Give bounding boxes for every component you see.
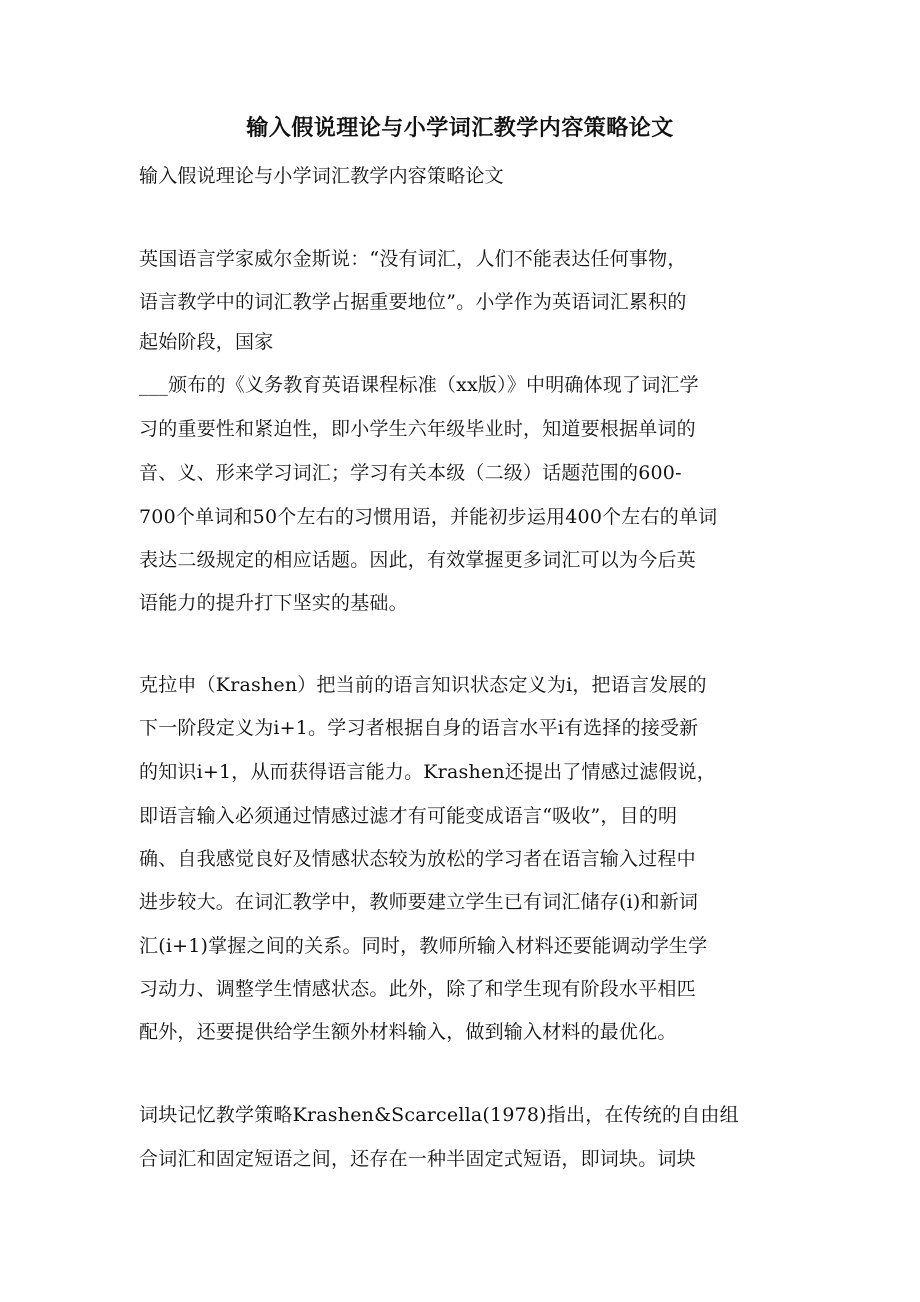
paragraph-2-line: 即语言输入必须通过情感过滤才有可能变成语言“吸收”，目的明 — [139, 805, 678, 827]
paragraph-2-line: 进步较大。在词汇教学中，教师要建立学生已有词汇储存(i)和新词 — [139, 891, 699, 913]
paragraph-1-line: ___颁布的《义务教育英语课程标准（xx版）》中明确体现了词汇学 — [139, 374, 699, 396]
paragraph-1-line: 音、义、形来学习词汇；学习有关本级（二级）话题范围的600- — [139, 462, 682, 484]
paragraph-1-line: 表达二级规定的相应话题。因此，有效掌握更多词汇可以为今后英 — [139, 549, 696, 571]
paragraph-1-line: 语言教学中的词汇教学占据重要地位”。小学作为英语词汇累积的 — [139, 291, 687, 313]
paragraph-2-line: 确、自我感觉良好及情感状态较为放松的学习者在语言输入过程中 — [139, 848, 696, 870]
paragraph-1-line: 起始阶段，国家 — [139, 331, 274, 353]
paragraph-2-line: 克拉申（Krashen）把当前的语言知识状态定义为i，把语言发展的 — [139, 674, 707, 696]
paragraph-3-line: 词块记忆教学策略Krashen&Scarcella(1978)指出，在传统的自由组 — [139, 1104, 739, 1126]
paragraph-2-line: 习动力、调整学生情感状态。此外，除了和学生现有阶段水平相匹 — [139, 978, 696, 1000]
subtitle: 输入假说理论与小学词汇教学内容策略论文 — [139, 165, 504, 187]
paragraph-2-line: 的知识i+1，从而获得语言能力。Krashen还提出了情感过滤假说， — [139, 761, 716, 783]
paragraph-2-line: 汇(i+1)掌握之间的关系。同时，教师所输入材料还要能调动学生学 — [139, 935, 708, 957]
paragraph-1-line: 习的重要性和紧迫性，即小学生六年级毕业时，知道要根据单词的 — [139, 418, 696, 440]
page-title: 输入假说理论与小学词汇教学内容策略论文 — [246, 115, 674, 141]
paragraph-2-line: 配外，还要提供给学生额外材料输入，做到输入材料的最优化。 — [139, 1021, 677, 1043]
paragraph-1-line: 700个单词和50个左右的习惯用语，并能初步运用400个左右的单词 — [139, 506, 718, 528]
paragraph-2-line: 下一阶段定义为i+1。学习者根据自身的语言水平i有选择的接受新 — [139, 717, 699, 739]
paragraph-1-line: 英国语言学家威尔金斯说：“没有词汇，人们不能表达任何事物， — [139, 248, 687, 270]
paragraph-1-line: 语能力的提升打下坚实的基础。 — [139, 592, 408, 614]
paragraph-3-line: 合词汇和固定短语之间，还存在一种半固定式短语，即词块。词块 — [139, 1148, 696, 1170]
